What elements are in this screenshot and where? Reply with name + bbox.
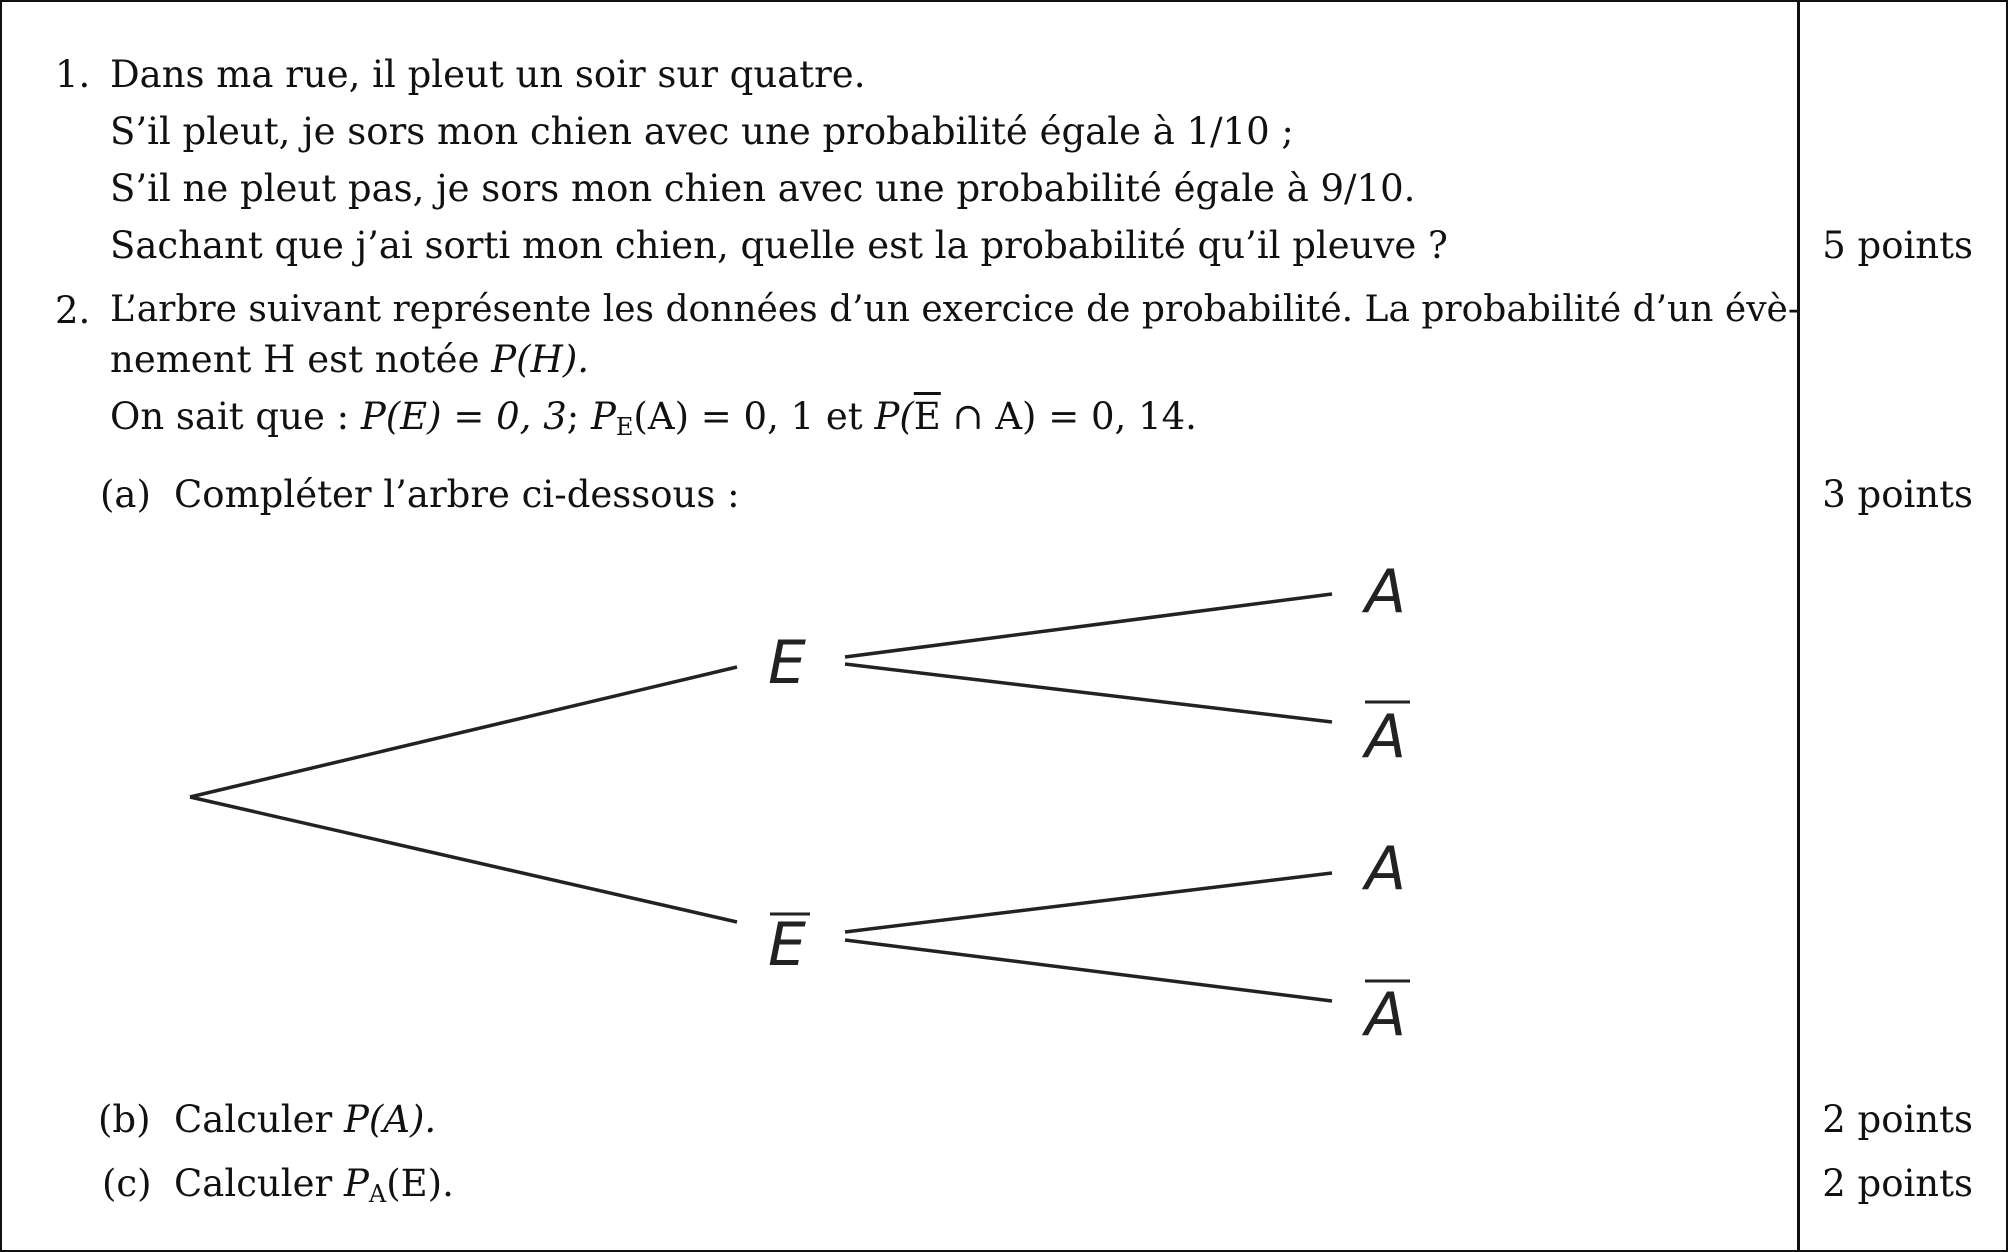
given-pEA-label: P [590,395,616,438]
node-Ebar: E [768,910,806,980]
q2-number: 2. [55,289,91,332]
branch-root-E[interactable] [190,667,737,797]
part-a-label: (a) [100,473,151,516]
given-sep: ; [566,395,591,438]
part-a-points: 3 points [1822,473,1973,516]
node-Ebar-A: A [1365,834,1407,904]
part-b-text [174,1098,437,1141]
branch-Ebar-Abar[interactable] [845,940,1332,1001]
given-pEA-sub: E [615,413,634,441]
q2-given-line [110,395,1197,441]
part-c-formula-p: P [343,1162,369,1205]
q1-points: 5 points [1822,224,1973,267]
part-c-points: 2 points [1822,1162,1973,1205]
branch-root-Ebar[interactable] [190,797,737,922]
given-pEbarA-ebar: $\overline{E}$ [913,395,941,438]
q2-line-2-formula: P(H). [491,338,590,381]
q2-line-2-text: nement H est notée [110,338,492,381]
given-pE: P(E) = 0, 3 [360,395,567,438]
probability-tree [0,520,1500,1060]
q1-line-3: S’il ne pleut pas, je sors mon chien avec une probabilité égale à 9/10. [110,167,1416,210]
given-pEA-value: (A) = 0, 1 [633,395,815,438]
part-b-points: 2 points [1822,1098,1973,1141]
part-c-label: (c) [102,1162,152,1205]
q1-number: 1. [55,53,91,96]
points-column-divider [1797,0,1800,1252]
part-b-label: (b) [98,1098,151,1141]
node-E-A: A [1365,557,1407,627]
node-E: E [768,628,806,698]
q2-line-2 [110,338,590,381]
part-b-formula: P(A). [343,1098,437,1141]
given-pEbarA-rest: ∩ A) = 0, 14. [940,395,1197,438]
given-and: et [814,395,875,438]
part-c-text [174,1162,454,1208]
q1-line-1: Dans ma rue, il pleut un soir sur quatre. [110,53,866,96]
node-Ebar-Abar: A [1365,980,1407,1050]
q1-line-4: Sachant que j’ai sorti mon chien, quelle est la probabilité qu’il pleuve ? [110,224,1448,267]
branch-Ebar-A[interactable] [845,873,1332,932]
node-E-Abar: A [1365,702,1407,772]
q1-line-2: S’il pleut, je sors mon chien avec une probabilité égale à 1/10 ; [110,110,1294,153]
branch-E-A[interactable] [845,594,1332,657]
part-c-formula-rest: (E). [386,1162,454,1205]
branch-E-Abar[interactable] [845,664,1332,722]
q2-given-intro: On sait que : [110,395,361,438]
part-a-text: Compléter l’arbre ci-dessous : [174,473,740,516]
part-c-text-pre: Calculer [174,1162,344,1205]
q2-line-1: L’arbre suivant représente les données d’un exercice de probabilité. La probabilité d’un évè- [110,289,1801,330]
given-pEbarA-p: P( [874,395,914,438]
part-c-formula-sub: A [368,1180,387,1208]
part-b-text-pre: Calculer [174,1098,344,1141]
